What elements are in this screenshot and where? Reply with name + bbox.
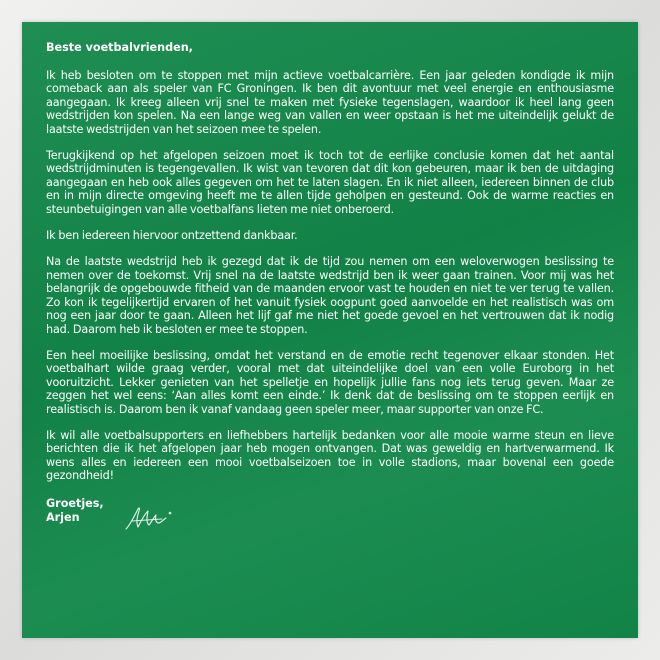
letter-paragraph-4: Na de laatste wedstrijd heb ik gezegd dat ik de tijd zou nemen om een weloverwogen beslissing te nemen over de toekomst. Vrij snel na de laatste wedstrijd ben ik weer gaan trainen. Voor mij was het belangrijk de opgebouwde fitheid van de maanden ervoor vast te houden en niet te ver terug te vallen. Zo kon ik tegelijkertijd ervaren of het vanuit fysiek oogpunt goed aanvoelde en het realistisch was om nog een jaar door te gaan. Alleen het lijf gaf me niet het goede gevoel en het vertrouwen dat ik nodig had. Daarom heb ik besloten er mee te stoppen. xyxy=(46,255,614,336)
closing-block xyxy=(46,497,116,525)
letter-paragraph-6: Ik wil alle voetbalsupporters en liefhebbers hartelijk bedanken voor alle mooie warme steun en lieve berichten die ik het afgelopen jaar heb mogen ontvangen. Dat was geweldig en hartverwarmend. Ik wens alles en iedereen een mooi voetbalseizoen toe in volle stadions, maar bovenal een goede gezondheid! xyxy=(46,428,614,483)
letter-salutation: Beste voetbalvrienden, xyxy=(46,41,193,54)
letter-closing xyxy=(46,497,614,533)
letter-paper xyxy=(22,22,638,638)
closing-greeting: Groetjes, xyxy=(46,496,104,510)
letter-paragraph-3: Ik ben iedereen hiervoor ontzettend dankbaar. xyxy=(46,229,298,243)
signoff-name: Arjen xyxy=(46,510,80,524)
letter-paragraph-5: Een heel moeilijke beslissing, omdat het verstand en de emotie recht tegenover elkaar stonden. Het voetbalhart wilde graag verder, vooral met dat uiteindelijke doel van een volle Euroborg in het vooruitzicht. Lekker genieten van het spelletje en hopelijk jullie fans nog iets terug geven. Maar ze zeggen het wel eens: ‘Aan alles komt een einde.’ Ik denk dat de beslissing om te stoppen eerlijk en realistisch is. Daarom ben ik vanaf vandaag geen speler meer, maar supporter van onze FC. xyxy=(46,348,614,416)
letter-paragraph-1: Ik heb besloten om te stoppen met mijn actieve voetbalcarrière. Een jaar geleden kondigde ik mijn comeback aan als speler van FC Groningen. Ik ben dit avontuur met veel energie en enthousiasme aangegaan. Ik kreeg alleen vrij snel te maken met fysieke tegenslagen, waardoor ik heel lang geen wedstrijden kon spelen. Na een lange weg van vallen en weer opstaan is het me uiteindelijk gelukt de laatste wedstrijden van het seizoen mee te spelen. xyxy=(46,69,614,136)
signature-icon xyxy=(122,499,178,533)
letter-paragraph-2: Terugkijkend op het afgelopen seizoen moet ik toch tot de eerlijke conclusie komen dat het aantal wedstrijdminuten is tegengevallen. Ik wist van tevoren dat dit kon gebeuren, maar ik ben de uitdaging aangegaan en heb ook alles gegeven om het te laten slagen. En ik niet alleen, iedereen binnen de club en in mijn directe omgeving heeft me te allen tijde geholpen en gesteund. Ook de warme reacties en steunbetuigingen van alle voetbalfans lieten me niet onberoerd. xyxy=(46,149,614,216)
